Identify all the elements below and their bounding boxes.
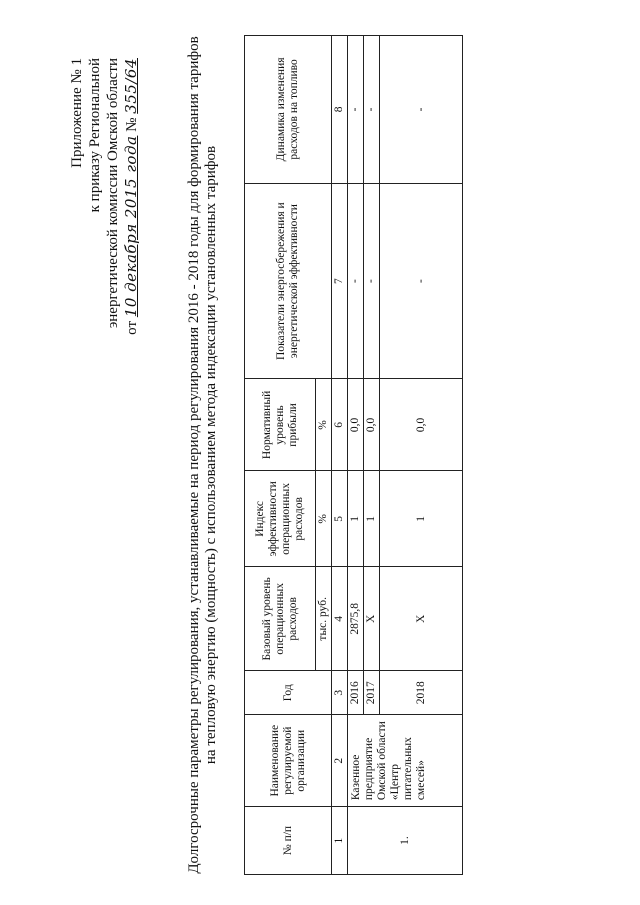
- table-header-row: [245, 36, 316, 875]
- cell-profit: 0,0: [380, 379, 463, 471]
- appendix-title: Приложение № 1: [69, 58, 85, 168]
- appendix-date-handwritten: 10 декабря 2015 года: [122, 135, 140, 318]
- cell-profit: 0,0: [348, 379, 364, 471]
- unit-base: тыс. руб.: [316, 567, 332, 671]
- header-base: Базовый уровень операционных расходов: [245, 567, 316, 671]
- header-fuel: Динамика изменения расходов на топливо: [245, 36, 332, 184]
- col-number: 1: [332, 807, 348, 875]
- unit-profit: %: [316, 379, 332, 471]
- unit-index: %: [316, 471, 332, 567]
- appendix-number-label: №: [124, 117, 140, 132]
- col-number: 2: [332, 715, 348, 807]
- row-number: 1.: [348, 807, 463, 875]
- col-number: 4: [332, 567, 348, 671]
- cell-year: 2018: [380, 671, 463, 715]
- appendix-from-label: от: [124, 320, 140, 335]
- cell-fuel: -: [364, 36, 380, 184]
- appendix-number-handwritten: 355/64: [122, 58, 140, 114]
- cell-energy: -: [348, 183, 364, 379]
- header-year: Год: [245, 671, 332, 715]
- cell-year: 2017: [364, 671, 380, 715]
- cell-base: 2875,8: [348, 567, 364, 671]
- cell-profit: 0,0: [364, 379, 380, 471]
- cell-base: Х: [380, 567, 463, 671]
- appendix-block: [68, 58, 141, 335]
- appendix-order-ref: к приказу Региональной: [87, 58, 103, 213]
- header-energy: Показатели энергосбережения и энергетической эффективности: [245, 183, 332, 379]
- appendix-commission: энергетической комиссии Омской области: [105, 58, 121, 329]
- cell-base: Х: [364, 567, 380, 671]
- organization-name: Казенное предприятие Омской области «Центр питательных смесей»: [348, 715, 463, 807]
- table-row-2016: [348, 36, 364, 875]
- col-number: 3: [332, 671, 348, 715]
- cell-energy: -: [364, 183, 380, 379]
- col-number: 8: [332, 36, 348, 184]
- cell-index: 1: [348, 471, 364, 567]
- col-number: 6: [332, 379, 348, 471]
- column-number-row: [332, 36, 348, 875]
- header-index: Индекс эффективности операционных расходов: [245, 471, 316, 567]
- parameters-table: [244, 35, 463, 875]
- col-number: 5: [332, 471, 348, 567]
- document-title: Долгосрочные параметры регулирования, устанавливаемые на период регулирования 2016 - 2018 годы для формирования тарифов на тепловую энергию (мощность) с использованием метода индексации установленных тарифов: [186, 36, 219, 874]
- cell-fuel: -: [380, 36, 463, 184]
- cell-energy: -: [380, 183, 463, 379]
- appendix-date-line: [122, 58, 141, 335]
- header-profit: Нормативный уровень прибыли: [245, 379, 316, 471]
- header-num: № п/п: [245, 807, 332, 875]
- cell-fuel: -: [348, 36, 364, 184]
- col-number: 7: [332, 183, 348, 379]
- cell-index: 1: [380, 471, 463, 567]
- cell-index: 1: [364, 471, 380, 567]
- cell-year: 2016: [348, 671, 364, 715]
- header-org: Наименование регулируемой организации: [245, 715, 332, 807]
